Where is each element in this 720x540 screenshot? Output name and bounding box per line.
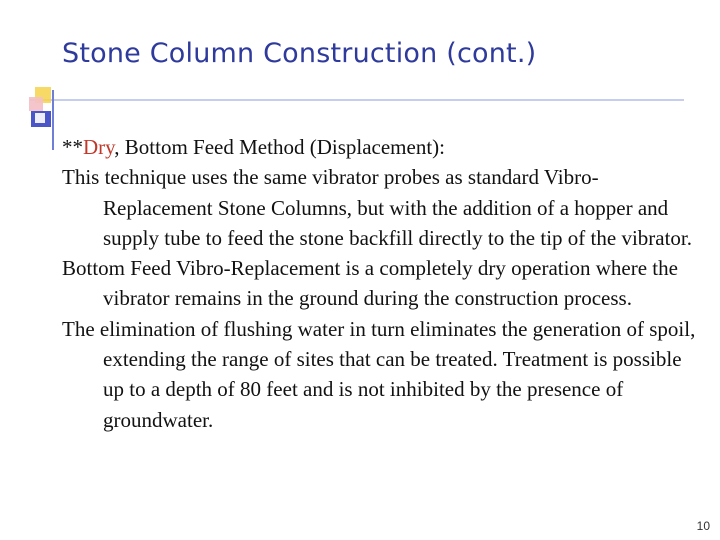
- decorative-squares-icon: [29, 87, 53, 129]
- paragraph-elimination: The elimination of flushing water in turn eliminates the generation of spoil, extending the range of sites that can be treated. Treatment is possible up to a depth of 80 feet and is not inhibited by the presence of groundwater.: [62, 316, 696, 432]
- heading-rest: , Bottom Feed Method (Displacement):: [114, 135, 445, 159]
- title-underline: [30, 99, 684, 101]
- slide-title: Stone Column Construction (cont.): [62, 38, 537, 69]
- highlight-dry: Dry: [83, 135, 115, 159]
- slide-body: [62, 132, 702, 435]
- paragraph-dry-operation: Bottom Feed Vibro-Replacement is a completely dry operation where the vibrator remains in the ground during the construction process.: [62, 256, 678, 311]
- bullet-heading: [62, 132, 702, 162]
- page-number: 10: [696, 519, 710, 533]
- paragraph-technique: This technique uses the same vibrator probes as standard Vibro-Replacement Stone Columns, but with the addition of a hopper and supply tube to feed the stone backfill directly to the tip of the vibrator.: [62, 165, 693, 250]
- heading-prefix: **: [62, 135, 83, 159]
